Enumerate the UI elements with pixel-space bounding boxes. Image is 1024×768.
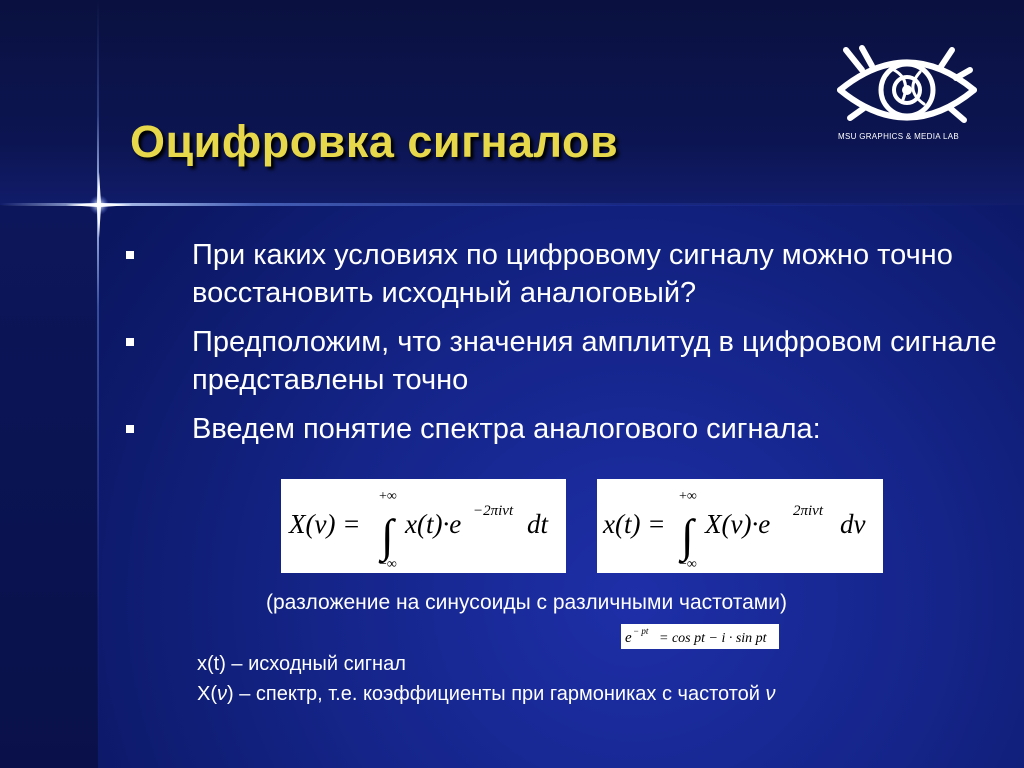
slide-title: Оцифровка сигналов [130,116,619,167]
inverse-fourier-transform-formula [597,479,883,573]
formula-differential: dν [840,509,866,539]
formula-integrand: x(t)·e [405,509,462,539]
horizontal-light-line [0,203,1024,206]
eye-logo-icon [832,40,982,140]
bullet-item [120,410,1000,448]
definition-spectrum-end-var: ν [765,683,776,705]
euler-exponent: − pt [633,626,649,636]
formula-exponent: −2πiνt [473,503,514,519]
euler-formula [621,624,779,649]
left-band [0,205,98,768]
formula-integrand: X(ν)·e [705,509,771,539]
formula-exponent: 2πiνt [793,503,824,519]
formula-lhs: X(ν) = [289,509,361,539]
bullet-square-icon [126,338,134,346]
formula-caption: (разложение на синусоиды с различными частотами) [266,591,787,614]
bullet-text: Предположим, что значения амплитуд в цифровом сигнале представлены точно [192,326,997,396]
bullet-list [120,236,1000,459]
logo-text: MSU GRAPHICS & MEDIA LAB [838,132,960,141]
definition-spectrum-rest: ) – спектр, т.е. коэффициенты при гармониках с частотой [227,683,766,705]
integral-lower-limit: −∞ [379,557,397,572]
fourier-transform-formula [281,479,566,573]
bullet-square-icon [126,425,134,433]
definition-signal: x(t) – исходный сигнал [197,653,406,675]
integral-sign: ∫ [681,510,694,561]
euler-rhs: = cos pt − i · sin pt [659,631,767,646]
integral-upper-limit: +∞ [379,489,397,504]
bullet-text: При каких условиях по цифровому сигналу можно точно восстановить исходный аналоговый? [192,239,953,309]
vertical-light-line [97,0,99,768]
definition-spectrum-prefix: X( [197,683,217,705]
sparkle-icon [66,172,132,238]
integral-lower-limit: −∞ [679,557,697,572]
euler-base: e [625,630,632,646]
bullet-square-icon [126,251,134,259]
integral-sign: ∫ [381,510,394,561]
bullet-item [120,323,1000,399]
bullet-text: Введем понятие спектра аналогового сигнала: [192,413,821,445]
formula-lhs: x(t) = [603,509,666,539]
definition-spectrum-var: ν [217,683,227,705]
definition-spectrum [197,683,775,706]
integral-upper-limit: +∞ [679,489,697,504]
bullet-item [120,236,1000,312]
formula-differential: dt [527,509,549,539]
